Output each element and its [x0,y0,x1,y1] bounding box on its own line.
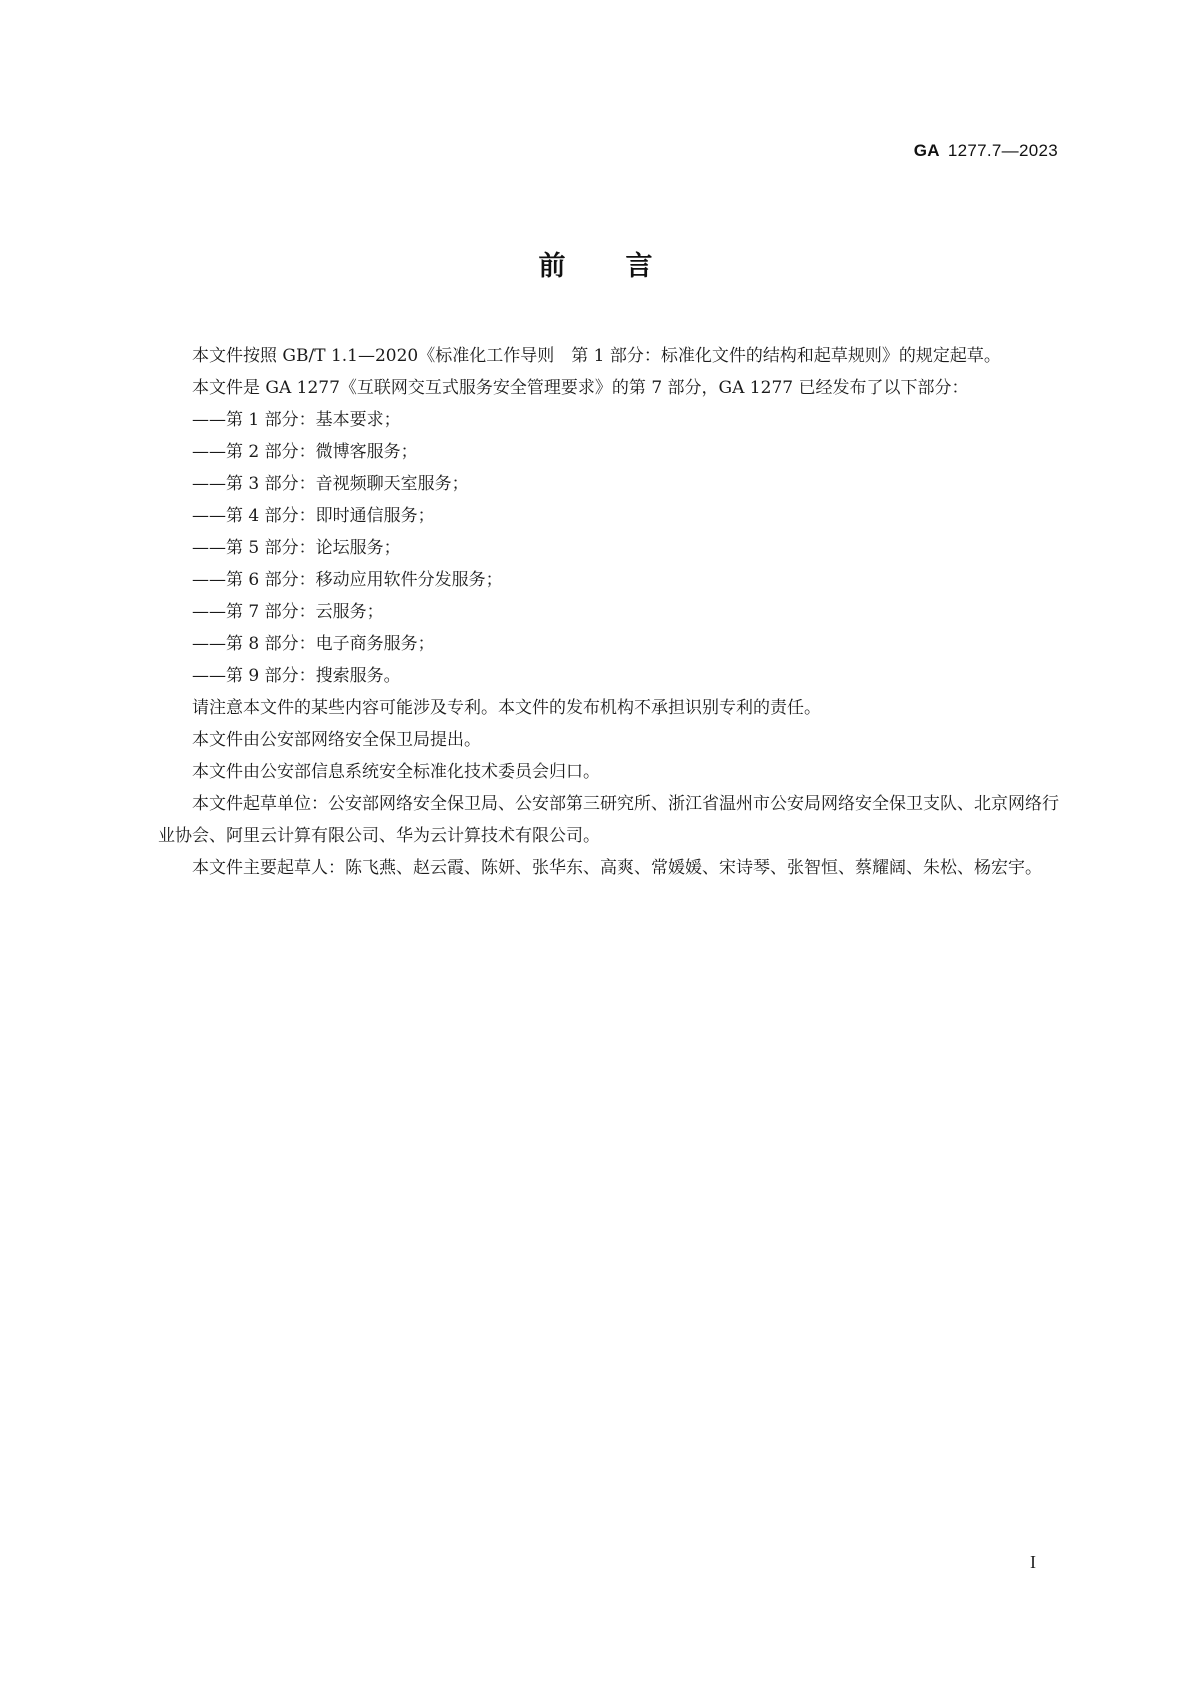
list-item-part-3: ——第 3 部分：音视频聊天室服务； [192,474,469,494]
list-item-part-4: ——第 4 部分：即时通信服务； [192,506,435,526]
standard-prefix: GA [913,141,940,160]
list-item-part-1: ——第 1 部分：基本要求； [192,410,401,430]
list-item-part-7: ——第 7 部分：云服务； [192,602,384,622]
page-title: 前言 [538,251,713,282]
paragraph-series-intro: 本文件是 GA 1277《互联网交互式服务安全管理要求》的第 7 部分，GA 1277 已经发布了以下部分： [192,378,969,398]
list-item-part-2: ——第 2 部分：微博客服务； [192,442,418,462]
list-item-part-6: ——第 6 部分：移动应用软件分发服务； [192,570,503,590]
foreword-body [158,340,1073,884]
paragraph-centralized-by: 本文件由公安部信息系统安全标准化技术委员会归口。 [192,762,600,782]
list-item-part-8: ——第 8 部分：电子商务服务； [192,634,435,654]
paragraph-drafters: 本文件主要起草人：陈飞燕、赵云霞、陈妍、张华东、高爽、常媛媛、宋诗琴、张智恒、蔡耀阔、朱松、杨宏宇。 [192,858,1042,878]
paragraph-patent-notice: 请注意本文件的某些内容可能涉及专利。本文件的发布机构不承担识别专利的责任。 [192,698,821,718]
page-number: I [1030,1552,1036,1572]
list-item-part-9: ——第 9 部分：搜索服务。 [192,666,401,686]
paragraph-drafting-units: 本文件起草单位：公安部网络安全保卫局、公安部第三研究所、浙江省温州市公安局网络安全保卫支队、北京网络行业协会、阿里云计算有限公司、华为云计算技术有限公司。 [158,794,1059,846]
standard-number [914,141,1058,161]
list-item-part-5: ——第 5 部分：论坛服务； [192,538,401,558]
standard-code: 1277.7—2023 [947,141,1058,160]
paragraph-drafting-rules: 本文件按照 GB/T 1.1—2020《标准化工作导则 第 1 部分：标准化文件的结构和起草规则》的规定起草。 [192,346,1001,366]
paragraph-proposed-by: 本文件由公安部网络安全保卫局提出。 [192,730,481,750]
